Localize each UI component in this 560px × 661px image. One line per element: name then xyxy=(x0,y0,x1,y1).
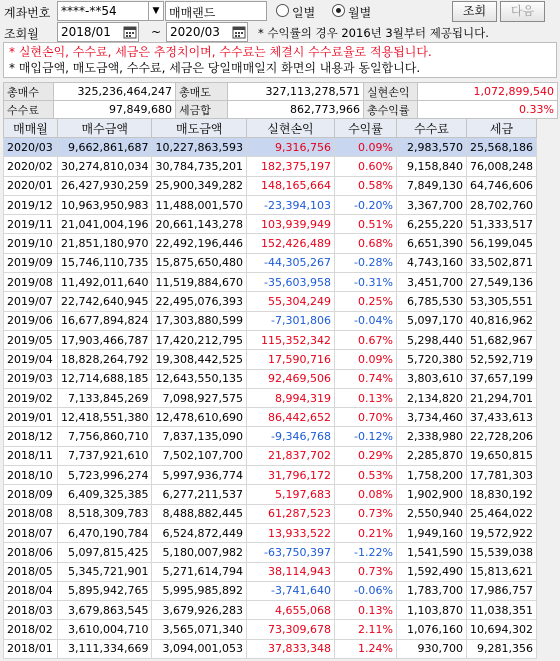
return-cell: 0.70% xyxy=(334,408,396,427)
table-row[interactable] xyxy=(4,369,537,388)
tax-cell: 15,539,038 xyxy=(466,543,536,562)
realized-pnl-cell: 17,590,716 xyxy=(246,350,334,369)
buy-amount-cell: 10,963,950,983 xyxy=(58,195,152,214)
realized-pnl-cell: 13,933,522 xyxy=(246,523,334,542)
tax-cell: 10,694,302 xyxy=(466,620,536,639)
table-row[interactable] xyxy=(4,253,537,272)
sell-amount-cell: 8,488,882,445 xyxy=(152,504,246,523)
table-row[interactable] xyxy=(4,215,537,234)
sell-amount-cell: 5,997,936,774 xyxy=(152,466,246,485)
calendar-icon[interactable] xyxy=(122,23,138,41)
month-cell: 2018/10 xyxy=(4,466,58,485)
fee-cell: 3,734,460 xyxy=(396,408,466,427)
month-cell: 2019/09 xyxy=(4,253,58,272)
return-cell: 0.21% xyxy=(334,523,396,542)
tax-cell: 17,986,757 xyxy=(466,581,536,600)
return-cell: 0.74% xyxy=(334,369,396,388)
table-header-row xyxy=(4,119,537,138)
sell-amount-cell: 30,784,735,201 xyxy=(152,157,246,176)
sell-amount-cell: 3,679,926,283 xyxy=(152,601,246,620)
sell-amount-cell: 5,271,614,794 xyxy=(152,562,246,581)
month-cell: 2018/06 xyxy=(4,543,58,562)
return-cell: 0.58% xyxy=(334,176,396,195)
month-cell: 2020/01 xyxy=(4,176,58,195)
fee-cell: 1,758,200 xyxy=(396,466,466,485)
month-cell: 2019/07 xyxy=(4,292,58,311)
account-number-input[interactable]: ****-**54 xyxy=(57,1,149,21)
return-cell: -0.31% xyxy=(334,273,396,292)
month-cell: 2018/03 xyxy=(4,601,58,620)
sell-amount-cell: 25,900,349,282 xyxy=(152,176,246,195)
fee-cell: 6,651,390 xyxy=(396,234,466,253)
sell-amount-cell: 17,420,212,795 xyxy=(152,330,246,349)
table-row[interactable] xyxy=(4,311,537,330)
tax-cell: 27,549,136 xyxy=(466,273,536,292)
table-row[interactable] xyxy=(4,466,537,485)
realized-pnl-cell: 21,837,702 xyxy=(246,446,334,465)
return-cell: -0.12% xyxy=(334,427,396,446)
daily-radio-label: 일별 xyxy=(292,6,316,20)
table-row[interactable] xyxy=(4,408,537,427)
month-cell: 2018/04 xyxy=(4,581,58,600)
fee-label: 수수료 xyxy=(4,101,54,119)
buy-amount-cell: 12,418,551,380 xyxy=(58,408,152,427)
fee-cell: 2,338,980 xyxy=(396,427,466,446)
sell-amount-cell: 10,227,863,593 xyxy=(152,138,246,157)
month-cell: 2019/04 xyxy=(4,350,58,369)
buy-amount-cell: 3,679,863,545 xyxy=(58,601,152,620)
table-row[interactable] xyxy=(4,504,537,523)
month-cell: 2019/05 xyxy=(4,330,58,349)
table-row[interactable] xyxy=(4,639,537,658)
realized-pnl-cell: 38,114,943 xyxy=(246,562,334,581)
realized-pnl-cell: -3,741,640 xyxy=(246,581,334,600)
return-cell: -0.06% xyxy=(334,581,396,600)
daily-radio[interactable] xyxy=(276,4,289,17)
account-name-field: 매매랜드 xyxy=(165,1,267,21)
return-cell: 0.73% xyxy=(334,504,396,523)
total-sell-label: 총매도 xyxy=(176,83,228,101)
month-cell: 2018/08 xyxy=(4,504,58,523)
header-realized-pnl[interactable]: 실현손익 xyxy=(246,119,334,138)
tax-cell: 28,702,760 xyxy=(466,195,536,214)
table-row[interactable] xyxy=(4,601,537,620)
realized-pnl-cell: -7,301,806 xyxy=(246,311,334,330)
month-cell: 2020/03 xyxy=(4,138,58,157)
return-cell: -1.22% xyxy=(334,543,396,562)
month-cell: 2018/09 xyxy=(4,485,58,504)
fee-cell: 5,298,440 xyxy=(396,330,466,349)
total-return-label: 총수익률 xyxy=(364,101,418,119)
buy-amount-cell: 30,274,810,034 xyxy=(58,157,152,176)
fee-cell: 1,902,900 xyxy=(396,485,466,504)
fee-cell: 6,785,530 xyxy=(396,292,466,311)
header-fee[interactable]: 수수료 xyxy=(396,119,466,138)
buy-amount-cell: 12,714,688,185 xyxy=(58,369,152,388)
buy-amount-cell: 5,895,942,765 xyxy=(58,581,152,600)
sell-amount-cell: 7,502,107,700 xyxy=(152,446,246,465)
buy-amount-cell: 7,756,860,710 xyxy=(58,427,152,446)
header-month[interactable]: 매매월 xyxy=(4,119,58,138)
buy-amount-cell: 3,610,004,710 xyxy=(58,620,152,639)
fee-cell: 1,541,590 xyxy=(396,543,466,562)
month-cell: 2019/12 xyxy=(4,195,58,214)
range-tilde: ~ xyxy=(151,25,162,39)
fee-cell: 1,783,700 xyxy=(396,581,466,600)
fee-cell: 2,285,870 xyxy=(396,446,466,465)
summary-table xyxy=(3,82,558,119)
sell-amount-cell: 3,565,071,340 xyxy=(152,620,246,639)
table-row[interactable] xyxy=(4,446,537,465)
return-cell: -0.20% xyxy=(334,195,396,214)
realized-pnl-cell: -35,603,958 xyxy=(246,273,334,292)
tax-cell: 64,746,606 xyxy=(466,176,536,195)
chevron-down-icon: ▼ xyxy=(152,6,160,16)
sell-amount-cell: 5,995,985,892 xyxy=(152,581,246,600)
realized-pnl-cell: 92,469,506 xyxy=(246,369,334,388)
tax-cell: 15,813,621 xyxy=(466,562,536,581)
tax-cell: 51,682,967 xyxy=(466,330,536,349)
fee-cell: 1,592,490 xyxy=(396,562,466,581)
tax-cell: 22,728,206 xyxy=(466,427,536,446)
table-row[interactable] xyxy=(4,581,537,600)
realized-pnl-cell: 148,165,664 xyxy=(246,176,334,195)
table-row[interactable] xyxy=(4,234,537,253)
table-row[interactable] xyxy=(4,427,537,446)
fee-cell: 3,803,610 xyxy=(396,369,466,388)
month-cell: 2018/12 xyxy=(4,427,58,446)
buy-amount-cell: 7,737,921,610 xyxy=(58,446,152,465)
fee-cell: 2,134,820 xyxy=(396,388,466,407)
realized-pnl-cell: 115,352,342 xyxy=(246,330,334,349)
tax-cell: 52,592,719 xyxy=(466,350,536,369)
buy-amount-cell: 5,723,996,274 xyxy=(58,466,152,485)
tax-cell: 76,008,248 xyxy=(466,157,536,176)
realized-pnl-cell: -9,346,768 xyxy=(246,427,334,446)
realized-pnl-label: 실현손익 xyxy=(364,83,418,101)
total-return-value: 0.33% xyxy=(418,101,558,119)
return-cell: 0.09% xyxy=(334,350,396,369)
table-row[interactable] xyxy=(4,562,537,581)
buy-amount-cell: 17,903,466,787 xyxy=(58,330,152,349)
sell-amount-cell: 7,837,135,090 xyxy=(152,427,246,446)
realized-pnl-value: 1,072,899,540 xyxy=(418,83,558,101)
tax-cell: 25,568,186 xyxy=(466,138,536,157)
total-buy-value: 325,236,464,247 xyxy=(54,83,176,101)
sell-amount-cell: 6,277,211,537 xyxy=(152,485,246,504)
month-cell: 2020/02 xyxy=(4,157,58,176)
return-cell: -0.28% xyxy=(334,253,396,272)
return-cell: 0.53% xyxy=(334,466,396,485)
table-row[interactable] xyxy=(4,543,537,562)
buy-amount-cell: 6,470,190,784 xyxy=(58,523,152,542)
month-cell: 2018/05 xyxy=(4,562,58,581)
header-tax[interactable]: 세금 xyxy=(466,119,536,138)
header-buy-amount[interactable]: 매수금액 xyxy=(58,119,152,138)
notes-box xyxy=(3,42,557,78)
month-cell: 2019/02 xyxy=(4,388,58,407)
account-label: 계좌번호 xyxy=(4,6,51,20)
tax-cell: 17,781,303 xyxy=(466,466,536,485)
realized-pnl-cell: 9,316,756 xyxy=(246,138,334,157)
month-cell: 2019/08 xyxy=(4,273,58,292)
buy-amount-cell: 5,097,815,425 xyxy=(58,543,152,562)
fee-cell: 2,983,570 xyxy=(396,138,466,157)
month-cell: 2019/01 xyxy=(4,408,58,427)
month-cell: 2018/02 xyxy=(4,620,58,639)
return-cell: 0.67% xyxy=(334,330,396,349)
fee-value: 97,849,680 xyxy=(54,101,176,119)
table-row[interactable] xyxy=(4,176,537,195)
sell-amount-cell: 11,519,884,670 xyxy=(152,273,246,292)
return-cell: 0.68% xyxy=(334,234,396,253)
buy-amount-cell: 3,111,334,669 xyxy=(58,639,152,658)
tax-cell: 19,572,922 xyxy=(466,523,536,542)
to-month-input[interactable]: 2020/03 xyxy=(166,22,248,42)
realized-pnl-cell: 182,375,197 xyxy=(246,157,334,176)
table-row[interactable] xyxy=(4,157,537,176)
tax-cell: 21,294,701 xyxy=(466,388,536,407)
fee-cell: 930,700 xyxy=(396,639,466,658)
sell-amount-cell: 7,098,927,575 xyxy=(152,388,246,407)
return-cell: 0.13% xyxy=(334,388,396,407)
sell-amount-cell: 20,661,143,278 xyxy=(152,215,246,234)
tax-cell: 37,657,199 xyxy=(466,369,536,388)
realized-pnl-cell: 73,309,678 xyxy=(246,620,334,639)
realized-pnl-cell: 8,994,319 xyxy=(246,388,334,407)
fee-cell: 5,720,380 xyxy=(396,350,466,369)
tax-cell: 53,305,551 xyxy=(466,292,536,311)
return-cell: 2.11% xyxy=(334,620,396,639)
fee-cell: 7,849,130 xyxy=(396,176,466,195)
return-availability-note: * 수익률의 경우 2016년 3월부터 제공됩니다. xyxy=(258,26,489,40)
buy-amount-cell: 22,742,640,945 xyxy=(58,292,152,311)
buy-amount-cell: 8,518,309,783 xyxy=(58,504,152,523)
tax-cell: 40,816,962 xyxy=(466,311,536,330)
buy-amount-cell: 5,345,721,901 xyxy=(58,562,152,581)
fee-cell: 5,097,170 xyxy=(396,311,466,330)
tax-cell: 56,199,045 xyxy=(466,234,536,253)
search-button[interactable]: 조회 xyxy=(452,1,497,22)
return-cell: 1.24% xyxy=(334,639,396,658)
table-row[interactable] xyxy=(4,330,537,349)
return-cell: 0.60% xyxy=(334,157,396,176)
return-cell: -0.04% xyxy=(334,311,396,330)
buy-amount-cell: 7,133,845,269 xyxy=(58,388,152,407)
buy-amount-cell: 11,492,011,640 xyxy=(58,273,152,292)
table-row[interactable] xyxy=(4,523,537,542)
realized-pnl-cell: 5,197,683 xyxy=(246,485,334,504)
return-cell: 0.29% xyxy=(334,446,396,465)
sell-amount-cell: 22,495,076,393 xyxy=(152,292,246,311)
realized-pnl-cell: 61,287,523 xyxy=(246,504,334,523)
monthly-pnl-table xyxy=(3,118,537,659)
buy-amount-cell: 18,828,264,792 xyxy=(58,350,152,369)
tax-cell: 11,038,351 xyxy=(466,601,536,620)
monthly-radio-label: 월별 xyxy=(348,6,372,20)
fee-cell: 9,158,840 xyxy=(396,157,466,176)
tax-cell: 33,502,871 xyxy=(466,253,536,272)
from-month-input[interactable]: 2018/01 xyxy=(57,22,139,42)
sell-amount-cell: 6,524,872,449 xyxy=(152,523,246,542)
buy-amount-cell: 21,041,004,196 xyxy=(58,215,152,234)
return-cell: 0.09% xyxy=(334,138,396,157)
return-cell: 0.73% xyxy=(334,562,396,581)
month-cell: 2019/11 xyxy=(4,215,58,234)
month-cell: 2019/10 xyxy=(4,234,58,253)
buy-amount-cell: 16,677,894,824 xyxy=(58,311,152,330)
sell-amount-cell: 22,492,196,446 xyxy=(152,234,246,253)
sell-amount-cell: 5,180,007,982 xyxy=(152,543,246,562)
monthly-radio[interactable] xyxy=(332,4,345,17)
fee-cell: 6,255,220 xyxy=(396,215,466,234)
next-button[interactable]: 다음 xyxy=(500,1,545,22)
account-dropdown-button[interactable] xyxy=(148,1,164,21)
total-buy-label: 총매수 xyxy=(4,83,54,101)
note-consistency: * 매입금액, 매도금액, 수수료, 세금은 당일매매일지 화면의 내용과 동일합니다. xyxy=(9,61,421,75)
tax-cell: 9,281,356 xyxy=(466,639,536,658)
month-cell: 2019/06 xyxy=(4,311,58,330)
header-return[interactable]: 수익률 xyxy=(334,119,396,138)
return-cell: 0.25% xyxy=(334,292,396,311)
sell-amount-cell: 15,875,650,480 xyxy=(152,253,246,272)
table-row[interactable] xyxy=(4,620,537,639)
tax-cell: 19,650,815 xyxy=(466,446,536,465)
month-cell: 2018/11 xyxy=(4,446,58,465)
buy-amount-cell: 6,409,325,385 xyxy=(58,485,152,504)
fee-cell: 3,367,700 xyxy=(396,195,466,214)
total-sell-value: 327,113,278,571 xyxy=(228,83,364,101)
return-cell: 0.13% xyxy=(334,601,396,620)
return-cell: 0.51% xyxy=(334,215,396,234)
fee-cell: 3,451,700 xyxy=(396,273,466,292)
realized-pnl-cell: -63,750,397 xyxy=(246,543,334,562)
buy-amount-cell: 9,662,861,687 xyxy=(58,138,152,157)
buy-amount-cell: 26,427,930,259 xyxy=(58,176,152,195)
realized-pnl-cell: 152,426,489 xyxy=(246,234,334,253)
realized-pnl-cell: 55,304,249 xyxy=(246,292,334,311)
fee-cell: 2,550,940 xyxy=(396,504,466,523)
table-row[interactable] xyxy=(4,273,537,292)
realized-pnl-cell: 37,833,348 xyxy=(246,639,334,658)
realized-pnl-cell: 103,939,949 xyxy=(246,215,334,234)
table-row[interactable] xyxy=(4,485,537,504)
fee-cell: 1,949,160 xyxy=(396,523,466,542)
fee-cell: 1,103,870 xyxy=(396,601,466,620)
tax-label: 세금합 xyxy=(176,101,228,119)
return-cell: 0.08% xyxy=(334,485,396,504)
table-row[interactable] xyxy=(4,388,537,407)
sell-amount-cell: 19,308,442,525 xyxy=(152,350,246,369)
table-row[interactable] xyxy=(4,350,537,369)
sell-amount-cell: 12,478,610,690 xyxy=(152,408,246,427)
realized-pnl-cell: -23,394,103 xyxy=(246,195,334,214)
header-sell-amount[interactable]: 매도금액 xyxy=(152,119,246,138)
sell-amount-cell: 17,303,880,599 xyxy=(152,311,246,330)
sell-amount-cell: 11,488,001,570 xyxy=(152,195,246,214)
month-cell: 2018/07 xyxy=(4,523,58,542)
realized-pnl-cell: 86,442,652 xyxy=(246,408,334,427)
calendar-icon[interactable] xyxy=(231,23,247,41)
tax-cell: 51,333,517 xyxy=(466,215,536,234)
month-cell: 2019/03 xyxy=(4,369,58,388)
buy-amount-cell: 21,851,180,970 xyxy=(58,234,152,253)
tax-cell: 37,433,613 xyxy=(466,408,536,427)
fee-cell: 4,743,160 xyxy=(396,253,466,272)
realized-pnl-cell: 4,655,068 xyxy=(246,601,334,620)
month-cell: 2018/01 xyxy=(4,639,58,658)
query-month-label: 조회월 xyxy=(4,27,39,41)
realized-pnl-cell: 31,796,172 xyxy=(246,466,334,485)
note-estimate: * 실현손익, 수수료, 세금은 추정치이며, 수수료는 체결시 수수료율로 적용됩니다. xyxy=(9,45,432,59)
buy-amount-cell: 15,746,110,735 xyxy=(58,253,152,272)
tax-cell: 18,830,192 xyxy=(466,485,536,504)
tax-value: 862,773,966 xyxy=(228,101,364,119)
tax-cell: 25,464,022 xyxy=(466,504,536,523)
table-row[interactable] xyxy=(4,138,537,157)
sell-amount-cell: 3,094,001,053 xyxy=(152,639,246,658)
table-row[interactable] xyxy=(4,195,537,214)
realized-pnl-cell: -44,305,267 xyxy=(246,253,334,272)
fee-cell: 1,076,160 xyxy=(396,620,466,639)
table-row[interactable] xyxy=(4,292,537,311)
sell-amount-cell: 12,643,550,135 xyxy=(152,369,246,388)
